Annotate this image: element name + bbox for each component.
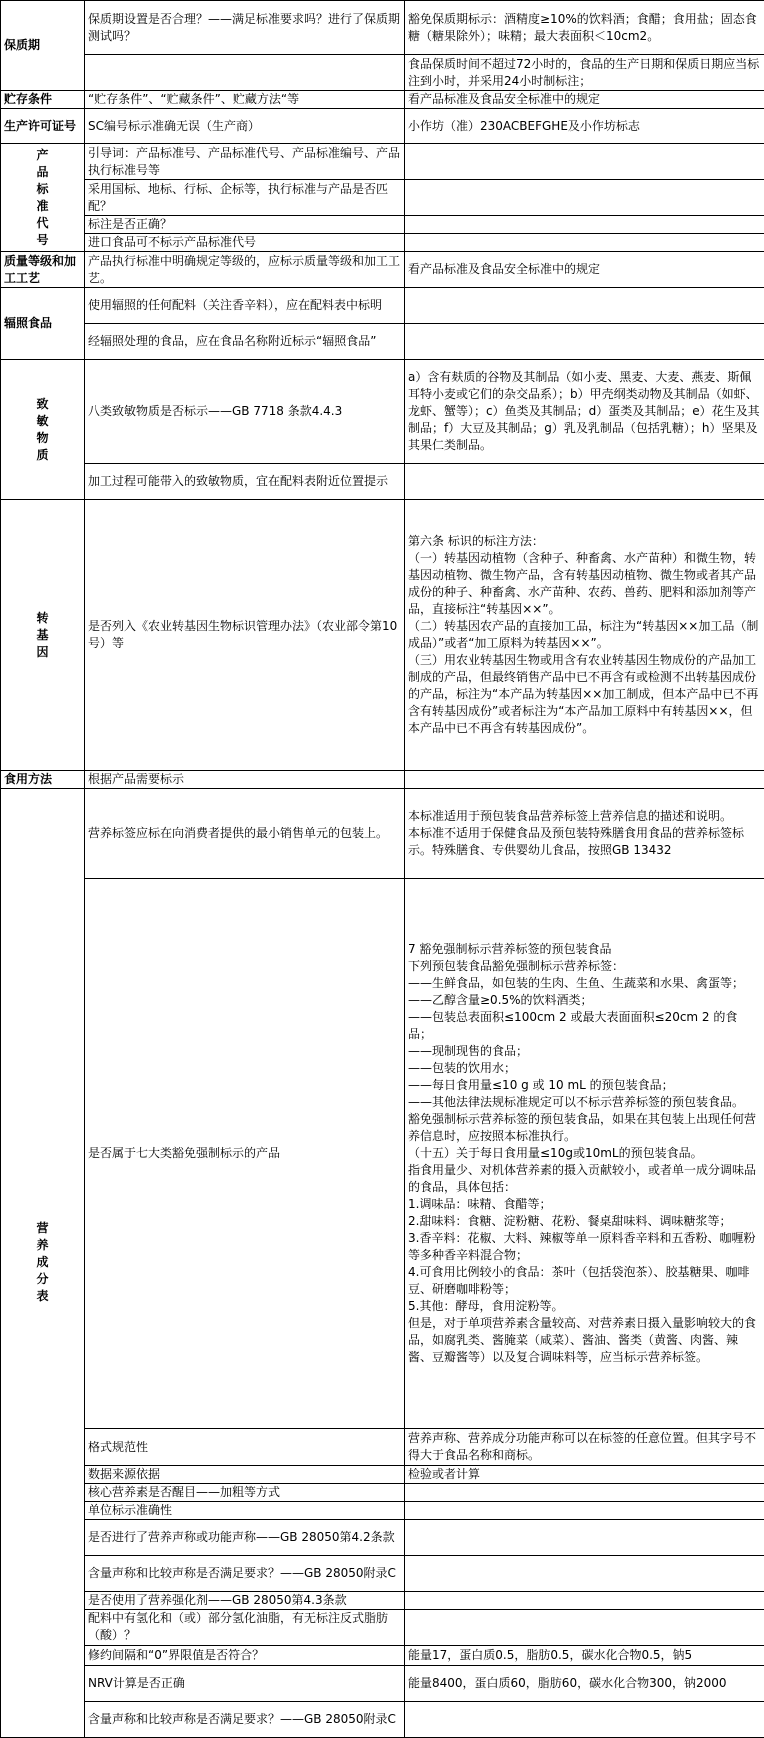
answer-cell	[405, 1501, 764, 1519]
table-row	[1, 500, 764, 770]
answer-cell	[405, 1483, 764, 1501]
category-cell: 生产许可证号	[1, 109, 85, 144]
category-cell: 保质期	[1, 1, 85, 91]
answer-cell	[405, 1519, 764, 1555]
requirement-cell: 核心营养素是否醒目——加粗等方式	[85, 1483, 405, 1501]
table-row	[1, 144, 764, 180]
requirement-cell: 数据来源依据	[85, 1465, 405, 1483]
answer-cell: 看产品标准及食品安全标准中的规定	[405, 252, 764, 288]
answer-cell	[405, 180, 764, 216]
table-row	[1, 1645, 764, 1665]
requirement-cell: 加工过程可能带入的致敏物质，宜在配料表附近位置提示	[85, 464, 405, 500]
category-cell: 产 品 标 准 代 号	[1, 144, 85, 252]
requirement-cell: 是否属于七大类豁免强制标示的产品	[85, 878, 405, 1429]
requirement-cell: 是否进行了营养声称或功能声称——GB 28050第4.2条款	[85, 1519, 405, 1555]
answer-cell	[405, 1591, 764, 1609]
table-row	[1, 91, 764, 109]
category-cell: 营 养 成 分 表	[1, 788, 85, 1737]
category-cell: 贮存条件	[1, 91, 85, 109]
table-row	[1, 216, 764, 234]
table-row	[1, 1665, 764, 1701]
requirement-cell: 单位标示准确性	[85, 1501, 405, 1519]
requirement-cell: 配料中有氢化和（或）部分氢化油脂，有无标注反式脂肪（酸）？	[85, 1609, 405, 1645]
table-row	[1, 234, 764, 252]
answer-cell	[405, 216, 764, 234]
requirement-cell: 格式规范性	[85, 1429, 405, 1465]
requirement-cell: 引导词：产品标准号、产品标准代号、产品标准编号、产品执行标准号等	[85, 144, 405, 180]
answer-cell: 第六条 标识的标注方法： （一）转基因动植物（含种子、种畜禽、水产苗种）和微生物，转基因动植物、微生物产品，含有转基因动植物、微生物或者其产品成份的种子、种畜禽、水产苗种、农药、兽药、肥料和添加剂等产品，直接标注“转基因××”。 （二）转基因农产品的直接加工品，标注为“转基因××加工品（制成品）”或者“加工原料为转基因××”。 （三）用农业转基因生物或用含有农业转基因生物成份的产品加工制成的产品，但最终销售产品中已不再含有或检测不出转基因成份的产品，标注为“本产品为转基因××加工制成，但本产品中已不再含有转基因成份”或者标注为“本产品加工原料中有转基因××，但本产品中已不再含有转基因成份”。	[405, 500, 764, 770]
requirement-cell: 进口食品可不标示产品标准代号	[85, 234, 405, 252]
table-row	[1, 55, 764, 91]
requirement-cell: 产品执行标准中明确规定等级的，应标示质量等级和加工工艺。	[85, 252, 405, 288]
requirement-cell: 采用国标、地标、行标、企标等，执行标准与产品是否匹配？	[85, 180, 405, 216]
requirement-cell: “贮存条件”、“贮藏条件”、贮藏方法“等	[85, 91, 405, 109]
answer-cell	[405, 770, 764, 788]
table-row	[1, 1501, 764, 1519]
table-row	[1, 1591, 764, 1609]
category-cell: 辐照食品	[1, 288, 85, 360]
answer-cell	[405, 1701, 764, 1737]
category-cell: 致 敏 物 质	[1, 360, 85, 500]
table-row	[1, 1701, 764, 1737]
requirement-cell: 是否列入《农业转基因生物标识管理办法》（农业部令第10号）等	[85, 500, 405, 770]
answer-cell: 看产品标准及食品安全标准中的规定	[405, 91, 764, 109]
table-row	[1, 180, 764, 216]
category-cell: 食用方法	[1, 770, 85, 788]
table-row	[1, 770, 764, 788]
answer-cell	[405, 464, 764, 500]
table-row	[1, 464, 764, 500]
answer-cell: 能量8400，蛋白质60，脂肪60，碳水化合物300，钠2000	[405, 1665, 764, 1701]
table-row	[1, 1519, 764, 1555]
category-cell: 转 基 因	[1, 500, 85, 770]
requirement-cell: 修约间隔和“0”界限值是否符合？	[85, 1645, 405, 1665]
answer-cell	[405, 234, 764, 252]
table-row	[1, 288, 764, 324]
requirement-cell: 八类致敏物质是否标示——GB 7718 条款4.4.3	[85, 360, 405, 464]
table-row	[1, 1, 764, 55]
table-row	[1, 1429, 764, 1465]
requirement-cell: 是否使用了营养强化剂——GB 28050第4.3条款	[85, 1591, 405, 1609]
table-row	[1, 252, 764, 288]
answer-cell: 本标准适用于预包装食品营养标签上营养信息的描述和说明。 本标准不适用于保健食品及预包装特殊膳食用食品的营养标签标示。特殊膳食、专供婴幼儿食品，按照GB 13432	[405, 788, 764, 878]
table-row	[1, 788, 764, 878]
answer-cell	[405, 324, 764, 360]
table-row	[1, 1555, 764, 1591]
answer-cell: 小作坊（准）230ACBEFGHE及小作坊标志	[405, 109, 764, 144]
table-row	[1, 1465, 764, 1483]
requirement-cell: 含量声称和比较声称是否满足要求？——GB 28050附录C	[85, 1701, 405, 1737]
answer-cell	[405, 1555, 764, 1591]
answer-cell	[405, 1609, 764, 1645]
table-row	[1, 109, 764, 144]
table-row	[1, 878, 764, 1429]
requirement-cell: SC编号标示准确无误（生产商）	[85, 109, 405, 144]
table-row	[1, 1609, 764, 1645]
requirement-cell: 含量声称和比较声称是否满足要求？——GB 28050附录C	[85, 1555, 405, 1591]
category-cell: 质量等级和加工工艺	[1, 252, 85, 288]
answer-cell	[405, 288, 764, 324]
answer-cell: 豁免保质期标示：酒精度≥10%的饮料酒；食醋；食用盐；固态食糖（糖果除外）；味精；最大表面积＜10cm2。	[405, 1, 764, 55]
requirement-cell: 经辐照处理的食品，应在食品名称附近标示“辐照食品”	[85, 324, 405, 360]
answer-cell: 能量17，蛋白质0.5，脂肪0.5，碳水化合物0.5，钠5	[405, 1645, 764, 1665]
answer-cell: 食品保质时间不超过72小时的，食品的生产日期和保质日期应当标注到小时，并采用24小时制标注；	[405, 55, 764, 91]
table-row	[1, 324, 764, 360]
answer-cell	[405, 144, 764, 180]
table-row	[1, 360, 764, 464]
requirement-cell: 营养标签应标在向消费者提供的最小销售单元的包装上。	[85, 788, 405, 878]
requirement-cell: NRV计算是否正确	[85, 1665, 405, 1701]
answer-cell: a）含有麸质的谷物及其制品（如小麦、黑麦、大麦、燕麦、斯佩耳特小麦或它们的杂交品系）；b）甲壳纲类动物及其制品（如虾、龙虾、蟹等）；c）鱼类及其制品；d）蛋类及其制品；e）花生及其制品；f）大豆及其制品；g）乳及乳制品（包括乳糖）；h）坚果及其果仁类制品。	[405, 360, 764, 464]
requirement-cell: 根据产品需要标示	[85, 770, 405, 788]
answer-cell: 检验或者计算	[405, 1465, 764, 1483]
requirement-cell: 保质期设置是否合理？——满足标准要求吗？进行了保质期测试吗？	[85, 1, 405, 55]
answer-cell: 营养声称、营养成分功能声称可以在标签的任意位置。但其字号不得大于食品名称和商标。	[405, 1429, 764, 1465]
table-row	[1, 1483, 764, 1501]
requirement-cell: 标注是否正确？	[85, 216, 405, 234]
requirement-cell	[85, 55, 405, 91]
requirement-cell: 使用辐照的任何配料（关注香辛料），应在配料表中标明	[85, 288, 405, 324]
answer-cell: 7 豁免强制标示营养标签的预包装食品 下列预包装食品豁免强制标示营养标签： ——生鲜食品，如包装的生肉、生鱼、生蔬菜和水果、禽蛋等； ——乙醇含量≥0.5%的饮料酒类； ——包装总表面积≤100cm 2 或最大表面面积≤20cm 2 的食品； ——现制现售的食品； ——包装的饮用水； ——每日食用量≤10 g 或 10 mL 的预包装食品； ——其他法律法规标准规定可以不标示营养标签的预包装食品。 豁免强制标示营养标签的预包装食品，如果在其包装上出现任何营养信息时，应按照本标准执行。 （十五）关于每日食用量≤10g或10mL的预包装食品。 指食用量少、对机体营养素的摄入贡献较小，或者单一成分调味品的食品，具体包括： 1.调味品：味精、食醋等； 2.甜味料：食糖、淀粉糖、花粉、餐桌甜味料、调味糖浆等； 3.香辛料：花椒、大料、辣椒等单一原料香辛料和五香粉、咖喱粉等多种香辛料混合物； 4.可食用比例较小的食品：茶叶（包括袋泡茶）、胶基糖果、咖啡豆、研磨咖啡粉等； 5.其他：酵母，食用淀粉等。 但是，对于单项营养素含量较高、对营养素日摄入量影响较大的食品，如腐乳类、酱腌菜（咸菜）、酱油、酱类（黄酱、肉酱、辣酱、豆瓣酱等）以及复合调味料等，应当标示营养标签。	[405, 878, 764, 1429]
